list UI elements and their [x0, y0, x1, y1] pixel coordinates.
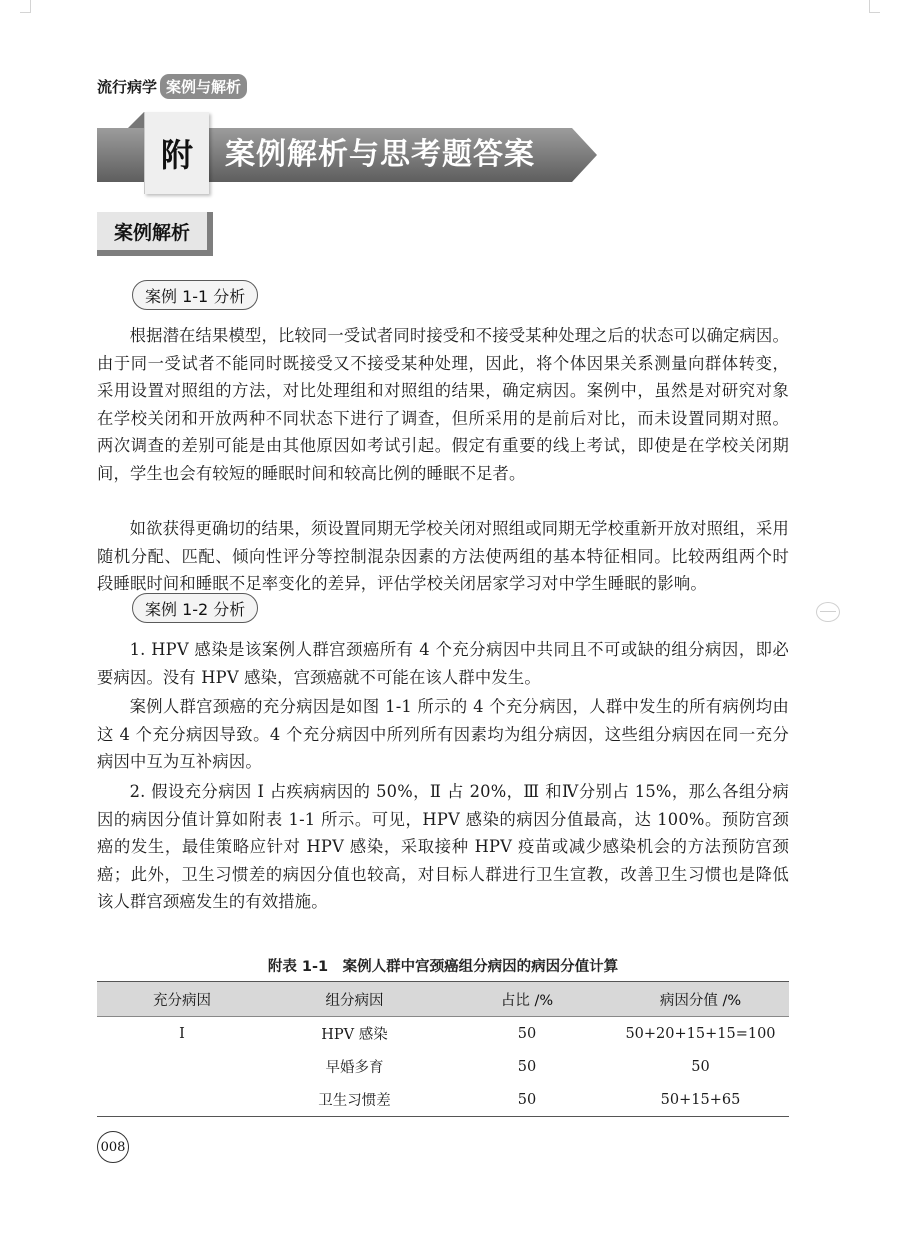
table-caption: 附表 1-1 案例人群中宫颈癌组分病因的病因分值计算: [267, 959, 619, 975]
case-1-1-paragraph: 如欲获得更确切的结果，须设置同期无学校关闭对照组或同期无学校重新开放对照组，采用随机分配、匹配、倾向性评分等控制混杂因素的方法使两组的基本特征相同。比较两组两个时段睡眠时间和睡眠不足率变化的差异，评估学校关闭居家学习对中学生睡眠的影响。: [97, 519, 789, 593]
book-title: 流行病学: [97, 77, 158, 96]
chapter-title: 案例解析与思考题答案: [225, 137, 535, 172]
table-cell: 卫生习惯差: [267, 1083, 442, 1117]
case-1-1-paragraph: 根据潜在结果模型，比较同一受试者同时接受和不接受某种处理之后的状态可以确定病因。由于同一受试者不能同时既接受又不接受某种处理，因此，将个体因果关系测量向群体转变，采用设置对照组的方法，对比处理组和对照组的结果，确定病因。案例中，虽然是对研究对象在学校关闭和开放两种不同状态下进行了调查，但所采用的是前后对比，而未设置同期对照。两次调查的差别可能是由其他原因如考试引起。假定有重要的线上考试，即使是在学校关闭期间，学生也会有较短的睡眠时间和较高比例的睡眠不足者。: [97, 326, 789, 483]
table-cell: [97, 1050, 267, 1083]
section-title: 案例解析: [97, 212, 213, 256]
table-cell: 50: [517, 1058, 537, 1075]
table-header-row: [97, 982, 789, 1017]
column-header: 占比 /%: [442, 982, 612, 1017]
column-header: 病因分值 /%: [612, 982, 789, 1017]
table-cell: 50+20+15+15=100: [625, 1025, 776, 1042]
table-cell: 50: [442, 1083, 612, 1117]
table-row: [97, 1050, 789, 1083]
case-1-2-paragraph: 2. 假设充分病因 I 占疾病病因的 50%，Ⅱ 占 20%，Ⅲ 和Ⅳ分别占 15%，那么各组分病因的病因分值计算如附表 1-1 所示。可见，HPV 感染的病因分值最高，达 100%。预防宫颈癌的发生，最佳策略应针对 HPV 感染，采取接种 HPV 疫苗或减少感染机会的方法预防宫颈癌；此外，卫生习惯差的病因分值也较高，对目标人群进行卫生宣教，改善卫生习惯也是降低该人群宫颈癌发生的有效措施。: [97, 782, 789, 911]
book-subtitle: 案例与解析: [160, 74, 247, 99]
running-header: [97, 74, 247, 98]
table-cell: [97, 1083, 267, 1117]
table-row: [97, 1083, 789, 1117]
crop-mark-left: [20, 0, 31, 13]
page-number: 008: [97, 1131, 129, 1163]
section-heading: [97, 212, 215, 258]
table-row: [97, 1017, 789, 1051]
crop-mark-right: [869, 0, 880, 13]
table-cell: 50+15+65: [612, 1083, 789, 1117]
table-cell: 早婚多育: [325, 1060, 384, 1076]
banner-tab-fold: [128, 112, 144, 128]
etiologic-fraction-table: [97, 981, 789, 1117]
case-1-2-paragraph: 1. HPV 感染是该案例人群宫颈癌所有 4 个充分病因中共同且不可或缺的组分病因，即必要病因。没有 HPV 感染，宫颈癌就不可能在该人群中发生。: [97, 640, 789, 687]
case-1-2-label: 案例 1-2 分析: [132, 593, 258, 623]
table-cell: HPV 感染: [321, 1027, 388, 1043]
case-1-1-label: 案例 1-1 分析: [132, 280, 258, 310]
table-cell: 50: [691, 1058, 710, 1075]
side-mark: [816, 602, 840, 622]
column-header: 充分病因: [97, 982, 267, 1017]
table-cell: 50: [517, 1025, 537, 1042]
chapter-banner: [97, 128, 597, 182]
case-1-2-paragraph: 案例人群宫颈癌的充分病因是如图 1-1 所示的 4 个充分病因，人群中发生的所有病例均由这 4 个充分病因导致。4 个充分病因中所列所有因素均为组分病因，这些组分病因在同一充分病因中互为互补病因。: [97, 697, 789, 771]
table-cell: I: [179, 1025, 185, 1042]
column-header: 组分病因: [267, 982, 442, 1017]
chapter-tab: 附: [144, 112, 209, 194]
